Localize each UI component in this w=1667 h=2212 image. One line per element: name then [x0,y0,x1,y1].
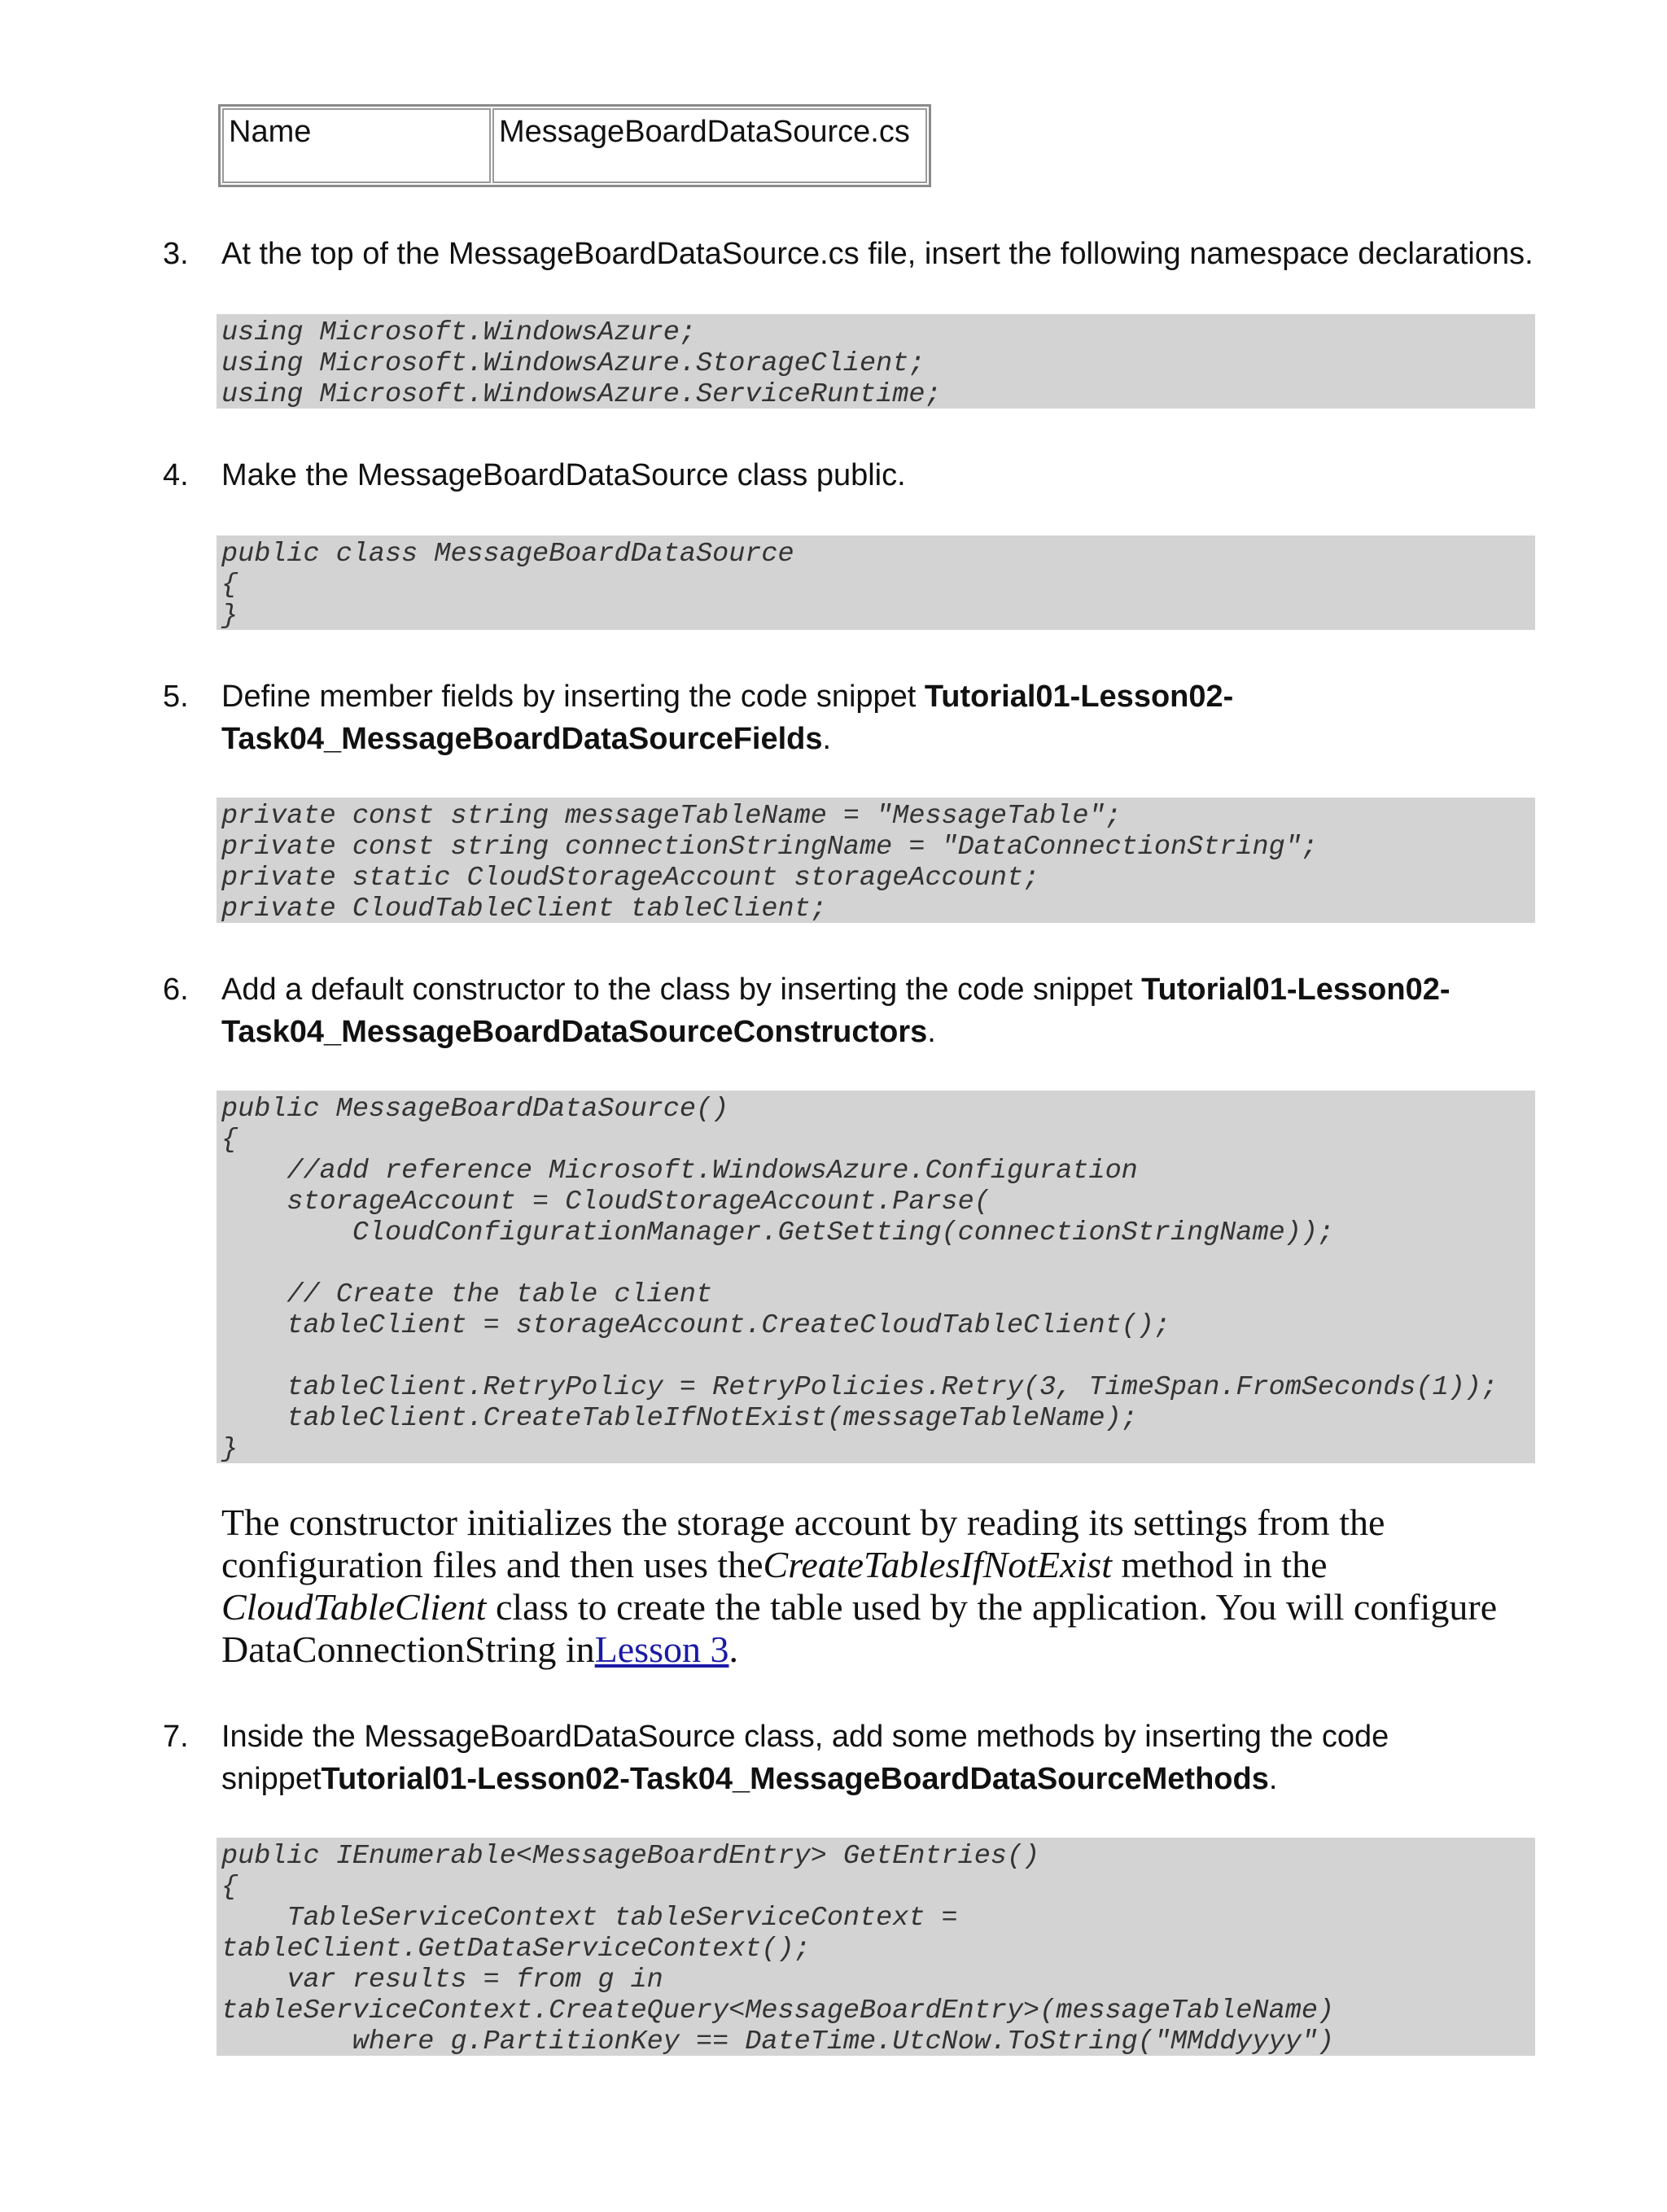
code-block-constructor: public MessageBoardDataSource() { //add reference Microsoft.WindowsAzure.Configuration storageAccount = CloudStorageAccount.Parse( CloudConfigurationManager.GetSetting(connectionStringName)); // Create the table client tableClient = storageAccount.CreateCloudTableClient(); tableClient.RetryPolicy = RetryPolicies.Retry(3, TimeSpan.FromSeconds(1)); tableClient.CreateTableIfNotExist(messageTableName); } [217,1091,1535,1463]
constructor-explanation: The constructor initializes the storage account by reading its settings from the configuration files and then uses theCreateTablesIfNotExist method in the CloudTableClient class to create the table used by the application. You will configure DataConnectionString inLesson 3. [221,1502,1498,1670]
snippet-name: Tutorial01-Lesson02-Task04_MessageBoardDataSourceConstructors [221,973,1450,1049]
snippet-name: Tutorial01-Lesson02-Task04_MessageBoardDataSourceFields [221,680,1234,756]
method-name: CreateTablesIfNotExist [763,1544,1113,1585]
code-block-class: public class MessageBoardDataSource { } [217,536,1535,630]
step-number: 3. [163,237,189,271]
step-text: Add a default constructor to the class by inserting the code snippet Tutorial01-Lesson02-Task04_MessageBoardDataSourceConstructors. [221,973,1450,1049]
step-text: At the top of the MessageBoardDataSource.cs file, insert the following namespace declarations. [221,237,1534,271]
class-name: CloudTableClient [221,1586,487,1628]
code-block-fields: private const string messageTableName = "MessageTable"; private const string connectionStringName = "DataConnectionString"; private static CloudStorageAccount storageAccount; private CloudTableClient tableClient; [217,798,1535,923]
code-block-namespaces: using Microsoft.WindowsAzure; using Microsoft.WindowsAzure.StorageClient; using Microsoft.WindowsAzure.ServiceRuntime; [217,314,1535,409]
step-number: 4. [163,458,189,492]
code-block-methods: public IEnumerable<MessageBoardEntry> GetEntries() { TableServiceContext tableServiceContext = tableClient.GetDataServiceContext(); var results = from g in tableServiceContext.CreateQuery<MessageBoardEntry>(messageTableName) where g.PartitionKey == DateTime.UtcNow.ToString("MMddyyyy") [217,1838,1535,2056]
step-number: 7. [163,1720,189,1754]
snippet-name: Tutorial01-Lesson02-Task04_MessageBoardDataSourceMethods [321,1762,1269,1796]
step-text: Define member fields by inserting the code snippet Tutorial01-Lesson02-Task04_MessageBoardDataSourceFields. [221,680,1234,756]
name-table [218,104,931,187]
name-value-cell: MessageBoardDataSource.cs [492,108,927,183]
step-number: 6. [163,973,189,1007]
step-text: Make the MessageBoardDataSource class public. [221,458,906,492]
step-text: Inside the MessageBoardDataSource class, add some methods by inserting the code snippetTutorial01-Lesson02-Task04_MessageBoardDataSourceMethods. [221,1720,1389,1796]
lesson-3-link[interactable]: Lesson 3 [594,1628,729,1670]
step-number: 5. [163,680,189,714]
name-label-cell: Name [222,108,491,183]
